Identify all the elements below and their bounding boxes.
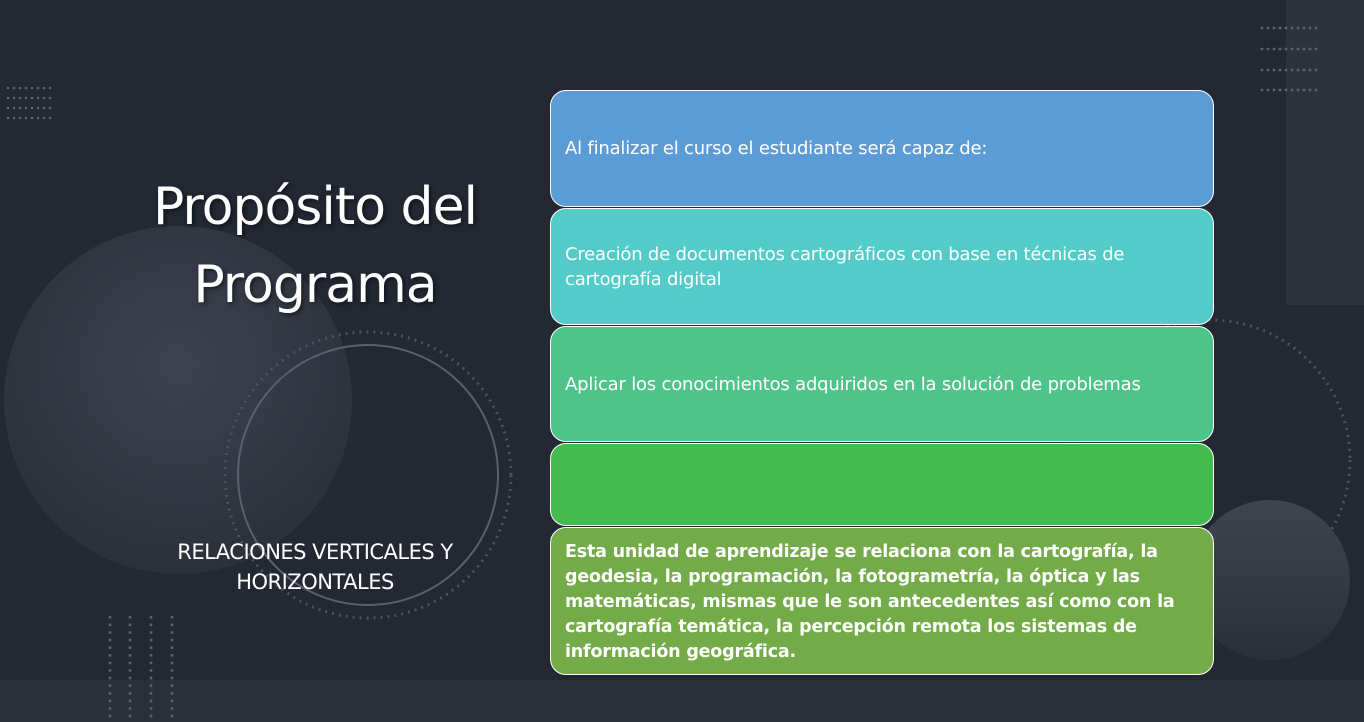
process-box-relations [550, 527, 1214, 675]
process-box-intro [550, 90, 1214, 207]
process-box-text: Creación de documentos cartográficos con base en técnicas de cartografía digital [565, 243, 1125, 290]
slide-title: Propósito del Programa [152, 177, 478, 315]
process-box-cartographic-docs [550, 208, 1214, 325]
process-box-empty [550, 443, 1214, 526]
section-label: RELACIONES VERTICALES Y HORIZONTALES [177, 540, 453, 594]
process-box-text: Aplicar los conocimientos adquiridos en la solución de problemas [565, 373, 1141, 395]
bottom-band [0, 680, 1364, 722]
process-box-text: Al finalizar el curso el estudiante será capaz de: [565, 138, 988, 159]
dot-grid-top-left [7, 87, 52, 120]
right-circle-shape [1190, 500, 1350, 660]
right-panel-shape [1286, 0, 1364, 305]
process-box-apply-knowledge [550, 326, 1214, 442]
process-box-text: Esta unidad de aprendizaje se relaciona con la cartografía, la geodesia, la programación, la fotogrametría, la óptica y las matemáticas, mismas que le son antecedentes así como con la cartografía temática, la percepción remota los sistemas de información geográfica. [565, 542, 1175, 662]
